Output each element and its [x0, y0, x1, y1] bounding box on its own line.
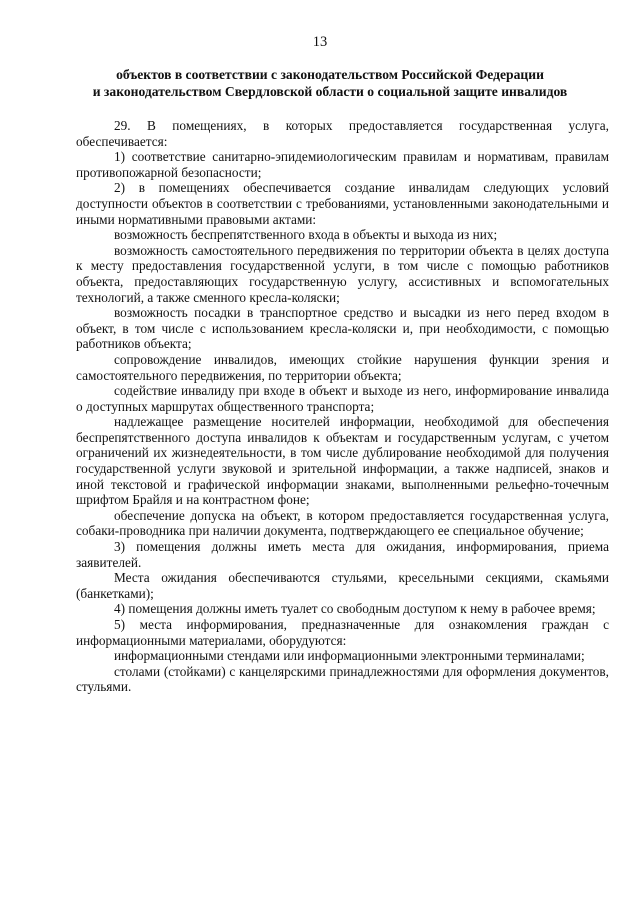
- paragraph: возможность посадки в транспортное средство и высадки из него перед входом в объект, в том числе с использованием кресла-коляски и, при необходимости, с помощью работников объекта;: [76, 305, 609, 352]
- paragraph: Места ожидания обеспечиваются стульями, кресельными секциями, скамьями (банкетками);: [76, 570, 609, 601]
- paragraph: возможность беспрепятственного входа в объекты и выхода из них;: [114, 227, 498, 243]
- paragraph: информационными стендами или информационными электронными терминалами;: [114, 648, 585, 664]
- heading-line-2: и законодательством Свердловской области о социальной защите инвалидов: [92, 84, 568, 99]
- paragraph: столами (стойками) с канцелярскими принадлежностями для оформления документов, стульями.: [76, 663, 609, 695]
- document-body: [76, 118, 609, 695]
- paragraph: надлежащее размещение носителей информации, необходимой для обеспечения беспрепятственного доступа инвалидов к объектам и государственным услугам, с учетом ограничений их жизнедеятельности, в том числе дублирование необходимой для получения государственной услуги звуковой и зрительной информации, а также надписей, знаков и иной текстовой и графической информации знаками, выполненными рельефно-точечным шрифтом Брайля и на контрастном фоне;: [76, 414, 609, 508]
- paragraph: 1) соответствие санитарно-эпидемиологическим правилам и нормативам, правилам противопожарной безопасности;: [76, 149, 609, 180]
- section-heading: [60, 66, 600, 100]
- paragraph: обеспечение допуска на объект, в котором предоставляется государственная услуга, собаки-проводника при наличии документа, подтверждающего ее специальное обучение;: [76, 507, 609, 539]
- heading-line-1: объектов в соответствии с законодательством Российской Федерации: [116, 67, 544, 82]
- paragraph: 3) помещения должны иметь места для ожидания, информирования, приема заявителей.: [76, 539, 609, 570]
- paragraph: 2) в помещениях обеспечивается создание инвалидам следующих условий доступности объектов в соответствии с требованиями, установленными законодательными и иными нормативными правовыми актами:: [76, 180, 609, 227]
- paragraph: 4) помещения должны иметь туалет со свободным доступом к нему в рабочее время;: [114, 601, 596, 617]
- page-number: 13: [312, 34, 328, 50]
- paragraph: сопровождение инвалидов, имеющих стойкие нарушения функции зрения и самостоятельного передвижения, по территории объекта;: [76, 351, 609, 383]
- paragraph: возможность самостоятельного передвижения по территории объекта в целях доступа к месту предоставления государственной услуги, в том числе с помощью работников объекта, предоставляющих государственную услугу, ассистивных и вспомогательных технологий, а также сменного кресла-коляски;: [76, 242, 609, 305]
- paragraph: 29. В помещениях, в которых предоставляется государственная услуга, обеспечивается:: [76, 118, 609, 149]
- paragraph: 5) места информирования, предназначенные для ознакомления граждан с информационными материалами, оборудуются:: [76, 617, 609, 648]
- paragraph: содействие инвалиду при входе в объект и выходе из него, информирование инвалида о доступных маршрутах общественного транспорта;: [76, 383, 609, 414]
